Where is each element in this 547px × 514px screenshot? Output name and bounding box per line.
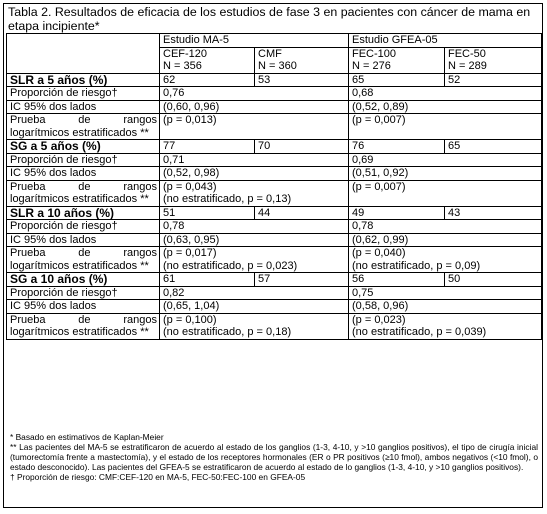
- metric-label: IC 95% dos lados: [7, 233, 160, 247]
- section-value: 65: [349, 73, 445, 87]
- metric-value-line: (p = 0,023): [352, 313, 406, 326]
- arm-name: FEC-100: [352, 47, 397, 60]
- section-value: 77: [160, 140, 255, 154]
- section-value: 61: [160, 273, 255, 287]
- metric-value-line: (p = 0,040): [352, 247, 406, 259]
- metric-value-line: (0,60, 0,96): [163, 100, 220, 113]
- footnote-hazard-ratio: † Proporción de riesgo: CMF:CEF-120 en MA-5, FEC-50:FEC-100 en GFEA-05: [10, 472, 306, 482]
- section-label: SG a 10 años (%): [7, 273, 160, 287]
- metric-label: Proporción de riesgo†: [7, 220, 160, 234]
- metric-value-line: 0,71: [163, 153, 185, 166]
- metric-row: [7, 180, 542, 206]
- section-row: [7, 73, 542, 87]
- table-body: [7, 34, 542, 340]
- metric-value-ma5: [160, 247, 349, 273]
- metric-label: Prueba de rangos logarítmicos estratificados **: [7, 114, 160, 140]
- metric-value-line: (p = 0,013): [163, 114, 217, 126]
- metric-value-ma5: [160, 313, 349, 339]
- arm-header: [160, 47, 255, 73]
- metric-value-line: 0,82: [163, 286, 185, 299]
- metric-value-gfea: [349, 167, 542, 181]
- metric-value-gfea: [349, 313, 542, 339]
- metric-value-line: (no estratificado, p = 0,13): [163, 193, 292, 205]
- section-value: 53: [255, 73, 349, 87]
- arm-name: FEC-50: [448, 47, 486, 60]
- header-row-studies: [7, 34, 542, 48]
- metric-value-line: (p = 0,007): [352, 180, 406, 193]
- section-value: 51: [160, 206, 255, 220]
- metric-value-ma5: [160, 233, 349, 247]
- metric-value-line: (p = 0,007): [352, 114, 406, 126]
- metric-value-gfea: [349, 233, 542, 247]
- metric-value-ma5: [160, 220, 349, 234]
- metric-value-gfea: [349, 247, 542, 273]
- section-value: 44: [255, 206, 349, 220]
- metric-row: [7, 167, 542, 181]
- section-value: 70: [255, 140, 349, 154]
- metric-row: [7, 87, 542, 101]
- table-title: Tabla 2. Resultados de eficacia de los estudios de fase 3 en pacientes con cáncer de mama en etapa incipiente*: [8, 5, 531, 33]
- arm-n: N = 276: [352, 60, 391, 72]
- arm-header: [255, 47, 349, 73]
- metric-value-gfea: [349, 153, 542, 167]
- section-value: 43: [445, 206, 542, 220]
- metric-label: IC 95% dos lados: [7, 300, 160, 314]
- metric-value-gfea: [349, 220, 542, 234]
- section-row: [7, 140, 542, 154]
- metric-value-ma5: [160, 167, 349, 181]
- header-empty-cell: [7, 34, 160, 74]
- metric-value-ma5: [160, 153, 349, 167]
- section-value: 52: [445, 73, 542, 87]
- arm-n: N = 360: [258, 60, 297, 72]
- metric-row: [7, 220, 542, 234]
- metric-row: [7, 233, 542, 247]
- metric-row: [7, 247, 542, 273]
- metric-value-line: 0,76: [163, 87, 185, 99]
- metric-value-ma5: [160, 114, 349, 140]
- metric-value-line: (0,58, 0,96): [352, 300, 409, 312]
- arm-name: CMF: [258, 47, 282, 60]
- metric-label: Proporción de riesgo†: [7, 153, 160, 167]
- metric-value-line: (p = 0,043): [163, 180, 217, 193]
- metric-value-gfea: [349, 87, 542, 101]
- metric-value-line: 0,78: [352, 220, 374, 232]
- section-value: 50: [445, 273, 542, 287]
- metric-row: [7, 114, 542, 140]
- metric-row: [7, 153, 542, 167]
- section-value: 57: [255, 273, 349, 287]
- arm-header: [445, 47, 542, 73]
- metric-value-line: (0,63, 0,95): [163, 233, 220, 246]
- metric-value-gfea: [349, 100, 542, 114]
- metric-label: Prueba de rangos logarítmicos estratificados **: [7, 247, 160, 273]
- metric-value-line: (p = 0,100): [163, 313, 217, 326]
- metric-value-ma5: [160, 100, 349, 114]
- metric-label: Proporción de riesgo†: [7, 87, 160, 101]
- section-value: 49: [349, 206, 445, 220]
- metric-value-line: (0,52, 0,89): [352, 100, 409, 113]
- study-header-gfea05: Estudio GFEA-05: [349, 34, 542, 48]
- section-row: [7, 206, 542, 220]
- metric-value-gfea: [349, 180, 542, 206]
- section-row: [7, 273, 542, 287]
- metric-value-line: (0,65, 1,04): [163, 300, 220, 312]
- metric-value-gfea: [349, 286, 542, 300]
- arm-name: CEF-120: [163, 47, 208, 60]
- section-label: SLR a 10 años (%): [7, 206, 160, 220]
- metric-value-line: 0,78: [163, 220, 185, 232]
- footnote-kaplan-meier: * Basado en estimativos de Kaplan-Meier: [10, 432, 164, 442]
- metric-label: IC 95% dos lados: [7, 100, 160, 114]
- metric-value-line: (no estratificado, p = 0,18): [163, 326, 292, 338]
- metric-row: [7, 313, 542, 339]
- metric-value-line: (no estratificado, p = 0,023): [163, 259, 298, 272]
- metric-row: [7, 286, 542, 300]
- metric-label: Proporción de riesgo†: [7, 286, 160, 300]
- metric-value-line: (0,62, 0,99): [352, 233, 409, 246]
- metric-label: Prueba de rangos logarítmicos estratificados **: [7, 313, 160, 339]
- arm-n: N = 356: [163, 60, 202, 72]
- arm-header: [349, 47, 445, 73]
- metric-value-ma5: [160, 180, 349, 206]
- section-value: 62: [160, 73, 255, 87]
- study-header-ma5: Estudio MA-5: [160, 34, 349, 48]
- section-value: 65: [445, 140, 542, 154]
- metric-label: IC 95% dos lados: [7, 167, 160, 181]
- metric-row: [7, 300, 542, 314]
- metric-value-ma5: [160, 300, 349, 314]
- metric-value-gfea: [349, 114, 542, 140]
- metric-value-line: 0,68: [352, 87, 374, 99]
- metric-value-line: (no estratificado, p = 0,039): [352, 326, 487, 338]
- metric-value-ma5: [160, 286, 349, 300]
- metric-row: [7, 100, 542, 114]
- metric-value-ma5: [160, 87, 349, 101]
- efficacy-table: [6, 33, 542, 340]
- metric-value-gfea: [349, 300, 542, 314]
- metric-value-line: (p = 0,017): [163, 247, 217, 259]
- arm-n: N = 289: [448, 60, 487, 72]
- metric-value-line: (0,52, 0,98): [163, 167, 220, 179]
- section-value: 76: [349, 140, 445, 154]
- footnotes: [10, 432, 538, 482]
- metric-label: Prueba de rangos logarítmicos estratificados **: [7, 180, 160, 206]
- metric-value-line: 0,75: [352, 286, 374, 299]
- footnote-stratification: ** Las pacientes del MA-5 se estratificaron de acuerdo al estado de los ganglios (1-3, 4-10, y >10 ganglios positivos), el tipo de cirugía inicial (tumorectomía frente a mastectomía), y el estado de los receptores hormonales (ER o PR positivos (≥10 fmol), ambos negativos (<10 fmol), o estado desconocido). Las pacientes del GFEA-5 se estratificaron de acuerdo al estado de lo ganglios (1-3, 4-10, y >10 ganglios positivos).: [10, 442, 538, 472]
- section-label: SLR a 5 años (%): [7, 73, 160, 87]
- metric-value-line: (0,51, 0,92): [352, 167, 409, 179]
- section-label: SG a 5 años (%): [7, 140, 160, 154]
- section-value: 56: [349, 273, 445, 287]
- metric-value-line: (no estratificado, p = 0,09): [352, 259, 481, 272]
- metric-value-line: 0,69: [352, 153, 374, 166]
